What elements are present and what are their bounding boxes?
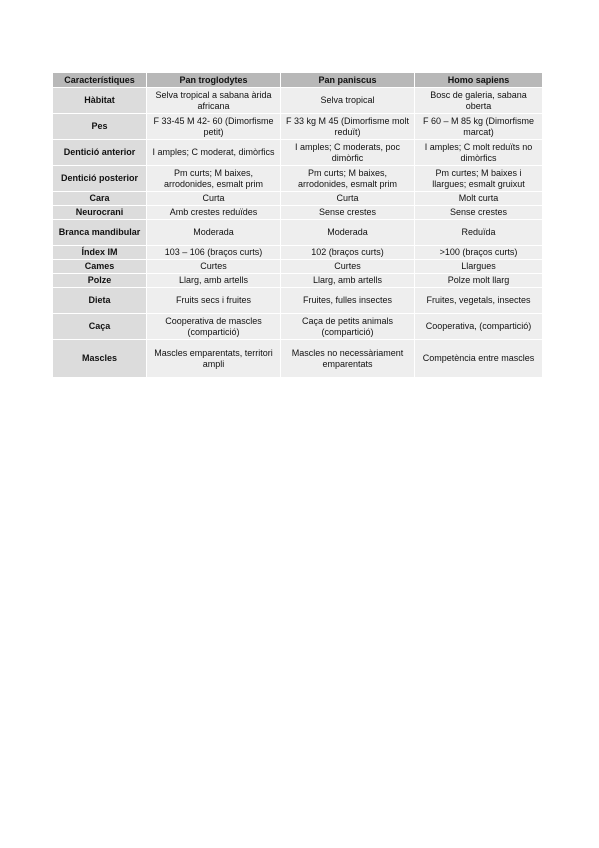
table-cell: Curtes (281, 260, 415, 274)
table-row (53, 206, 543, 220)
table-row (53, 274, 543, 288)
row-label: Dentició posterior (53, 166, 147, 192)
table-cell: F 33-45 M 42- 60 (Dimorfisme petit) (147, 114, 281, 140)
species-comparison-table (52, 72, 543, 378)
row-label: Hàbitat (53, 88, 147, 114)
table-row (53, 220, 543, 246)
table-row (53, 340, 543, 378)
row-label: Dieta (53, 288, 147, 314)
table-cell: 103 – 106 (braços curts) (147, 246, 281, 260)
table-row (53, 166, 543, 192)
table-body (53, 88, 543, 378)
table-cell: Mascles no necessàriament emparentats (281, 340, 415, 378)
table-cell: Fruites, fulles insectes (281, 288, 415, 314)
table-cell: Polze molt llarg (415, 274, 543, 288)
table-cell: Mascles emparentats, territori ampli (147, 340, 281, 378)
table-row (53, 140, 543, 166)
table-cell: Llargues (415, 260, 543, 274)
table-cell: Llarg, amb artells (147, 274, 281, 288)
table-cell: Cooperativa, (compartició) (415, 314, 543, 340)
table-cell: I amples; C moderat, dimòrfics (147, 140, 281, 166)
table-row (53, 192, 543, 206)
table-cell: Molt curta (415, 192, 543, 206)
table-cell: Pm curts; M baixes, arrodonides, esmalt prim (147, 166, 281, 192)
table-row (53, 314, 543, 340)
table-row (53, 246, 543, 260)
table-cell: Reduïda (415, 220, 543, 246)
table-cell: F 60 – M 85 kg (Dimorfisme marcat) (415, 114, 543, 140)
table-cell: Moderada (147, 220, 281, 246)
table-cell: 102 (braços curts) (281, 246, 415, 260)
table-cell: Amb crestes reduïdes (147, 206, 281, 220)
table-cell: Pm curtes; M baixes i llargues; esmalt gruixut (415, 166, 543, 192)
table-cell: Bosc de galeria, sabana oberta (415, 88, 543, 114)
table-cell: I amples; C moderats, poc dimòrfic (281, 140, 415, 166)
table-cell: Cooperativa de mascles (compartició) (147, 314, 281, 340)
table-cell: Sense crestes (281, 206, 415, 220)
table-cell: >100 (braços curts) (415, 246, 543, 260)
table-cell: Fruites, vegetals, insectes (415, 288, 543, 314)
row-label: Polze (53, 274, 147, 288)
table-cell: Moderada (281, 220, 415, 246)
table-cell: Selva tropical (281, 88, 415, 114)
header-pan-paniscus: Pan paniscus (281, 73, 415, 88)
table-row (53, 288, 543, 314)
table-cell: Curtes (147, 260, 281, 274)
table-cell: Competència entre mascles (415, 340, 543, 378)
table-cell: Curta (281, 192, 415, 206)
row-label: Pes (53, 114, 147, 140)
table-cell: Pm curts; M baixes, arrodonides, esmalt prim (281, 166, 415, 192)
table-header (53, 73, 543, 88)
row-label: Cames (53, 260, 147, 274)
table-cell: F 33 kg M 45 (Dimorfisme molt reduït) (281, 114, 415, 140)
row-label: Branca mandibular (53, 220, 147, 246)
row-label: Neurocrani (53, 206, 147, 220)
table-cell: Sense crestes (415, 206, 543, 220)
row-label: Índex IM (53, 246, 147, 260)
row-label: Dentició anterior (53, 140, 147, 166)
header-characteristics: Característiques (53, 73, 147, 88)
row-label: Caça (53, 314, 147, 340)
row-label: Mascles (53, 340, 147, 378)
table-row (53, 114, 543, 140)
table-cell: I amples; C molt reduïts no dimòrfics (415, 140, 543, 166)
table-row (53, 260, 543, 274)
table-cell: Curta (147, 192, 281, 206)
header-homo-sapiens: Homo sapiens (415, 73, 543, 88)
table-cell: Fruits secs i fruites (147, 288, 281, 314)
table-cell: Llarg, amb artells (281, 274, 415, 288)
header-row (53, 73, 543, 88)
table-cell: Selva tropical a sabana àrida africana (147, 88, 281, 114)
table-row (53, 88, 543, 114)
table-cell: Caça de petits animals (compartició) (281, 314, 415, 340)
row-label: Cara (53, 192, 147, 206)
header-pan-troglodytes: Pan troglodytes (147, 73, 281, 88)
